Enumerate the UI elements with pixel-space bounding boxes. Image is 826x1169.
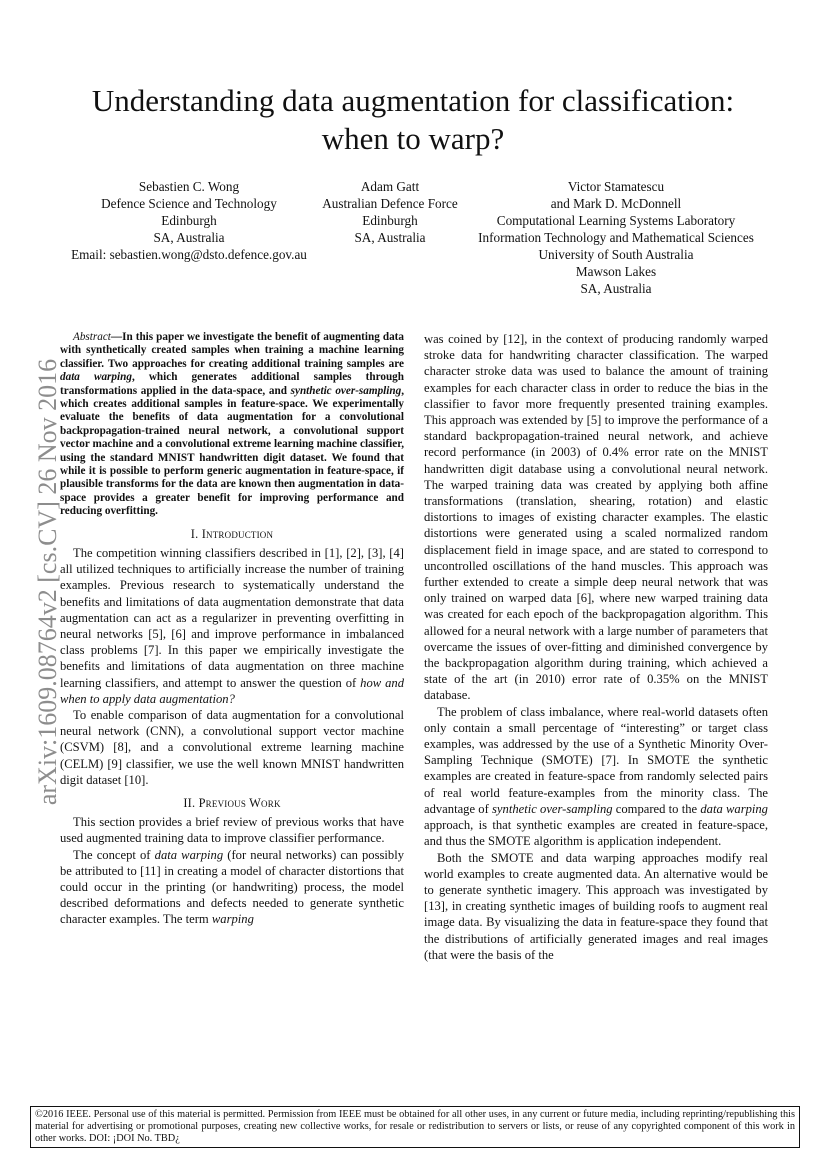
author-affiliation: Defence Science and Technology — [101, 196, 277, 211]
section-title: Previous Work — [198, 795, 281, 810]
author-block-1 — [60, 178, 318, 263]
intro-paragraph-1 — [60, 545, 404, 707]
author-city: Edinburgh — [161, 213, 217, 228]
smote-text-2: compared to the — [612, 801, 701, 816]
left-column — [60, 331, 404, 928]
previous-work-paragraph-2 — [60, 847, 404, 928]
author-city: Mawson Lakes — [575, 264, 657, 279]
author-block-2 — [310, 178, 470, 246]
intro-em: how and when to apply data augmentation? — [60, 675, 404, 706]
section-heading-previous-work — [60, 795, 404, 811]
abstract-dash: — — [110, 331, 123, 343]
author-affiliation: Information Technology and Mathematical Sciences — [478, 230, 754, 245]
author-region: SA, Australia — [580, 281, 652, 296]
right-paragraph-continued: was coined by [12], in the context of producing randomly warped stroke data for handwriting character classification. The warped character stroke data was used to balance the amount of training examples for each character class in order to reduce the bias in the classifier to favor more frequently presented training examples. This approach was extended by [5] to improve the performance of a standard backpropagation-trained neural network, and achieve record performance (in 2003) of 0.4% error rate on the MNIST handwritten digit database using a convolutional neural network. The warped training data was created by applying both affine transformations (translation, shearing, rotation) and elastic distortions to images of existing character examples. The elastic distortions were generated using a scaled normalized random displacement field in image space, and are stated to correspond to uncontrolled oscillations of the hand muscles. This approach was further extended to create a simple deep neural network that was only trained on warped data [6], where new warped training data was created for each epoch of the backpropagation algorithm. This allowed for a neural network with a large number of parameters that overcame the issues of over-fitting and diminished convergence by the backpropagation algorithm during training, which achieved a state of the art (in 2010) error rate of 0.35% on the MNIST database. — [424, 332, 768, 703]
author-region: SA, Australia — [354, 230, 426, 245]
author-affiliation: Australian Defence Force — [322, 196, 458, 211]
right-paragraph-smote — [424, 704, 768, 850]
abstract-em-1: data warping — [60, 371, 132, 384]
title-line-1: Understanding data augmentation for classification: — [91, 83, 735, 118]
pw-em-1: data warping — [154, 847, 224, 862]
section-title: Introduction — [201, 526, 274, 541]
intro-text-1: The competition winning classifiers described in [1], [2], [3], [4] all utilized techniques to artificially increase the number of training examples. Previous research to systematically understand the benefits and limitations of data augmentation demonstrate that data augmentation can act as a regularizer in preventing overfitting in neural networks [5], [6] and improve performance in imbalanced class problems [7]. In this paper we empirically investigate the benefits and limitations of data augmentation on three machine learning classifiers, and attempt to answer the question of — [60, 545, 404, 690]
author-university: University of South Australia — [538, 247, 694, 262]
copyright-notice: ©2016 IEEE. Personal use of this material is permitted. Permission from IEEE must be obtained for all other uses, in any current or future media, including reprinting/republishing this material for advertising or promotional purposes, creating new collective works, for resale or redistribution to servers or lists, or reuse of any copyrighted component of this work in other works. DOI: ¡DOI No. TBD¿ — [30, 1106, 800, 1148]
pw-em-2: warping — [211, 912, 254, 927]
section-numeral: I. — [190, 526, 202, 541]
intro-paragraph-2: To enable comparison of data augmentation for a convolutional neural network (CNN), a convolutional support vector machine (CSVM) [8], and a convolutional extreme learning machine (CELM) [9] classifier, we use the well known MNIST handwritten digit dataset [10]. — [60, 707, 404, 787]
pw-text-2: (for neural networks) can possibly be attributed to [11] in creating a model of character distortions that could occur in the printing (or handwriting) process, the model described deformations and defects needed to generate synthetic character examples. The term — [60, 847, 404, 927]
section-heading-introduction — [60, 526, 404, 542]
arxiv-stamp: arXiv:1609.08764v2 [cs.CV] 26 Nov 2016 — [33, 358, 62, 806]
author-email: Email: sebastien.wong@dsto.defence.gov.au — [71, 247, 307, 262]
section-numeral: II. — [183, 795, 199, 810]
author-city: Edinburgh — [362, 213, 418, 228]
abstract-text-1: In this paper we investigate the benefit of augmenting data with synthetically created samples when training a machine learning classifier. Two approaches for creating additional training samples are — [60, 331, 404, 370]
author-lab: Computational Learning Systems Laboratory — [496, 213, 736, 228]
right-paragraph-synthetic: Both the SMOTE and data warping approaches modify real world examples to create augmented data. An alternative would be to generate synthetic imagery. This approach was investigated by [13], in creating synthetic images of building roofs to augment real image data. By visualizing the data in feature-space they found that the distributions of artificially generated images and real images (that were the basis of the — [424, 850, 768, 962]
abstract-label: Abstract — [73, 331, 111, 343]
title-line-2: when to warp? — [321, 121, 505, 156]
paper-title — [40, 82, 786, 158]
abstract-text-3: , which creates additional samples in feature-space. We experimentally evaluate the benefits of data augmentation for a convolutional backpropagation-trained neural network, a convolutional support vector machine and a convolutional extreme learning machine classifier, using the standard MNIST handwritten digit dataset. We found that while it is possible to perform generic augmentation in feature-space, if plausible transforms for the data are known then augmentation in data-space provides a greater benefit for improving performance and reducing overfitting. — [60, 384, 404, 518]
abstract-em-2: synthetic over-sampling — [290, 384, 402, 397]
smote-text-3: approach, is that synthetic examples are created in feature-space, and thus the SMOTE algorithm is application independent. — [424, 818, 768, 849]
author-name: Sebastien C. Wong — [138, 179, 240, 194]
pw-text-1: The concept of — [73, 847, 155, 862]
smote-text-1: The problem of class imbalance, where real-world datasets often only contain a small percentage of “interesting” or target class examples, was addressed by the use of a Synthetic Minority Over-Sampling Technique (SMOTE) [7]. In SMOTE the synthetic examples are created in feature-space from randomly selected pairs of real world feature-examples from the minority class. The advantage of — [424, 704, 768, 816]
abstract — [60, 331, 404, 519]
previous-work-paragraph-1: This section provides a brief review of previous works that have used augmented training data to improve classifier performance. — [60, 815, 404, 846]
author-name: Adam Gatt — [360, 179, 420, 194]
author-region: SA, Australia — [153, 230, 225, 245]
author-name: Victor Stamatescu — [567, 179, 665, 194]
smote-em-1: synthetic over-sampling — [492, 801, 613, 816]
smote-em-2: data warping — [700, 801, 768, 816]
author-name-2: and Mark D. McDonnell — [550, 196, 682, 211]
author-block-3 — [462, 178, 770, 297]
right-column — [424, 331, 768, 963]
abstract-text-2: , which generates additional samples through transformations applied in the data-space, and — [60, 371, 404, 397]
